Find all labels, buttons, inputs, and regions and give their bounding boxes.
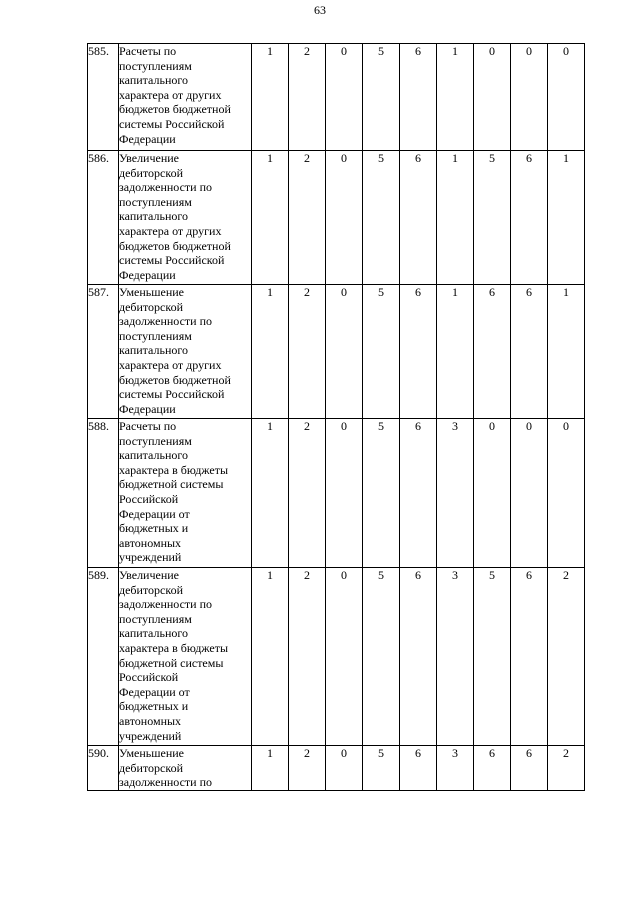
row-number: 586. xyxy=(88,151,119,285)
row-name: Уменьшение дебиторской задолженности по xyxy=(119,746,213,790)
code-cell-5: 6 xyxy=(400,568,437,746)
code-cell-8: 0 xyxy=(511,419,548,568)
code-cell-4: 5 xyxy=(363,419,400,568)
code-cell-8: 0 xyxy=(511,44,548,151)
table-row xyxy=(88,151,585,285)
code-cell-9: 0 xyxy=(548,419,585,568)
table-row xyxy=(88,285,585,419)
row-number: 590. xyxy=(88,746,119,791)
row-number: 588. xyxy=(88,419,119,568)
code-cell-1: 1 xyxy=(252,44,289,151)
code-cell-5: 6 xyxy=(400,44,437,151)
code-cell-4: 5 xyxy=(363,568,400,746)
row-number: 587. xyxy=(88,285,119,419)
code-cell-8: 6 xyxy=(511,568,548,746)
code-cell-5: 6 xyxy=(400,151,437,285)
row-number: 585. xyxy=(88,44,119,151)
code-cell-8: 6 xyxy=(511,285,548,419)
table-row xyxy=(88,746,585,791)
code-cell-6: 3 xyxy=(437,568,474,746)
row-name: Увеличение дебиторской задолженности по поступлениям капитального характера в бюджеты бюджетной системы Российской Федерации от бюджетных и автономных учреждений xyxy=(119,568,229,743)
code-cell-2: 2 xyxy=(289,151,326,285)
row-name-cell xyxy=(119,568,252,746)
code-cell-6: 3 xyxy=(437,419,474,568)
code-cell-2: 2 xyxy=(289,568,326,746)
row-name-cell xyxy=(119,285,252,419)
code-cell-7: 5 xyxy=(474,568,511,746)
code-cell-1: 1 xyxy=(252,746,289,791)
code-cell-9: 1 xyxy=(548,151,585,285)
row-name-cell xyxy=(119,44,252,151)
row-name-cell xyxy=(119,151,252,285)
code-cell-4: 5 xyxy=(363,285,400,419)
code-cell-3: 0 xyxy=(326,746,363,791)
row-name-cell xyxy=(119,419,252,568)
table-row xyxy=(88,44,585,151)
code-cell-4: 5 xyxy=(363,746,400,791)
page-number: 63 xyxy=(314,3,326,17)
code-cell-6: 1 xyxy=(437,285,474,419)
row-name: Уменьшение дебиторской задолженности по поступлениям капитального характера от других бюджетов бюджетной системы Российской Федерации xyxy=(119,285,231,416)
code-cell-2: 2 xyxy=(289,285,326,419)
code-cell-6: 3 xyxy=(437,746,474,791)
code-cell-3: 0 xyxy=(326,568,363,746)
row-number: 589. xyxy=(88,568,119,746)
code-cell-9: 1 xyxy=(548,285,585,419)
code-cell-6: 1 xyxy=(437,151,474,285)
table-row xyxy=(88,568,585,746)
row-name: Расчеты по поступлениям капитального характера от других бюджетов бюджетной системы Российской Федерации xyxy=(119,44,231,146)
code-cell-9: 2 xyxy=(548,746,585,791)
code-cell-2: 2 xyxy=(289,44,326,151)
row-name: Увеличение дебиторской задолженности по поступлениям капитального характера от других бюджетов бюджетной системы Российской Федерации xyxy=(119,151,231,282)
accounts-table xyxy=(87,43,585,791)
code-cell-6: 1 xyxy=(437,44,474,151)
code-cell-9: 2 xyxy=(548,568,585,746)
code-cell-4: 5 xyxy=(363,151,400,285)
row-name: Расчеты по поступлениям капитального характера в бюджеты бюджетной системы Российской Федерации от бюджетных и автономных учреждений xyxy=(119,419,229,565)
code-cell-7: 6 xyxy=(474,285,511,419)
code-cell-1: 1 xyxy=(252,285,289,419)
code-cell-1: 1 xyxy=(252,419,289,568)
row-name-cell xyxy=(119,746,252,791)
code-cell-1: 1 xyxy=(252,568,289,746)
code-cell-3: 0 xyxy=(326,151,363,285)
code-cell-7: 0 xyxy=(474,44,511,151)
code-cell-7: 6 xyxy=(474,746,511,791)
code-cell-5: 6 xyxy=(400,285,437,419)
code-cell-7: 5 xyxy=(474,151,511,285)
code-cell-1: 1 xyxy=(252,151,289,285)
code-cell-3: 0 xyxy=(326,285,363,419)
code-cell-2: 2 xyxy=(289,746,326,791)
code-cell-8: 6 xyxy=(511,151,548,285)
code-cell-7: 0 xyxy=(474,419,511,568)
code-cell-3: 0 xyxy=(326,44,363,151)
code-cell-5: 6 xyxy=(400,419,437,568)
code-cell-4: 5 xyxy=(363,44,400,151)
code-cell-9: 0 xyxy=(548,44,585,151)
code-cell-8: 6 xyxy=(511,746,548,791)
code-cell-3: 0 xyxy=(326,419,363,568)
code-cell-5: 6 xyxy=(400,746,437,791)
table-row xyxy=(88,419,585,568)
code-cell-2: 2 xyxy=(289,419,326,568)
